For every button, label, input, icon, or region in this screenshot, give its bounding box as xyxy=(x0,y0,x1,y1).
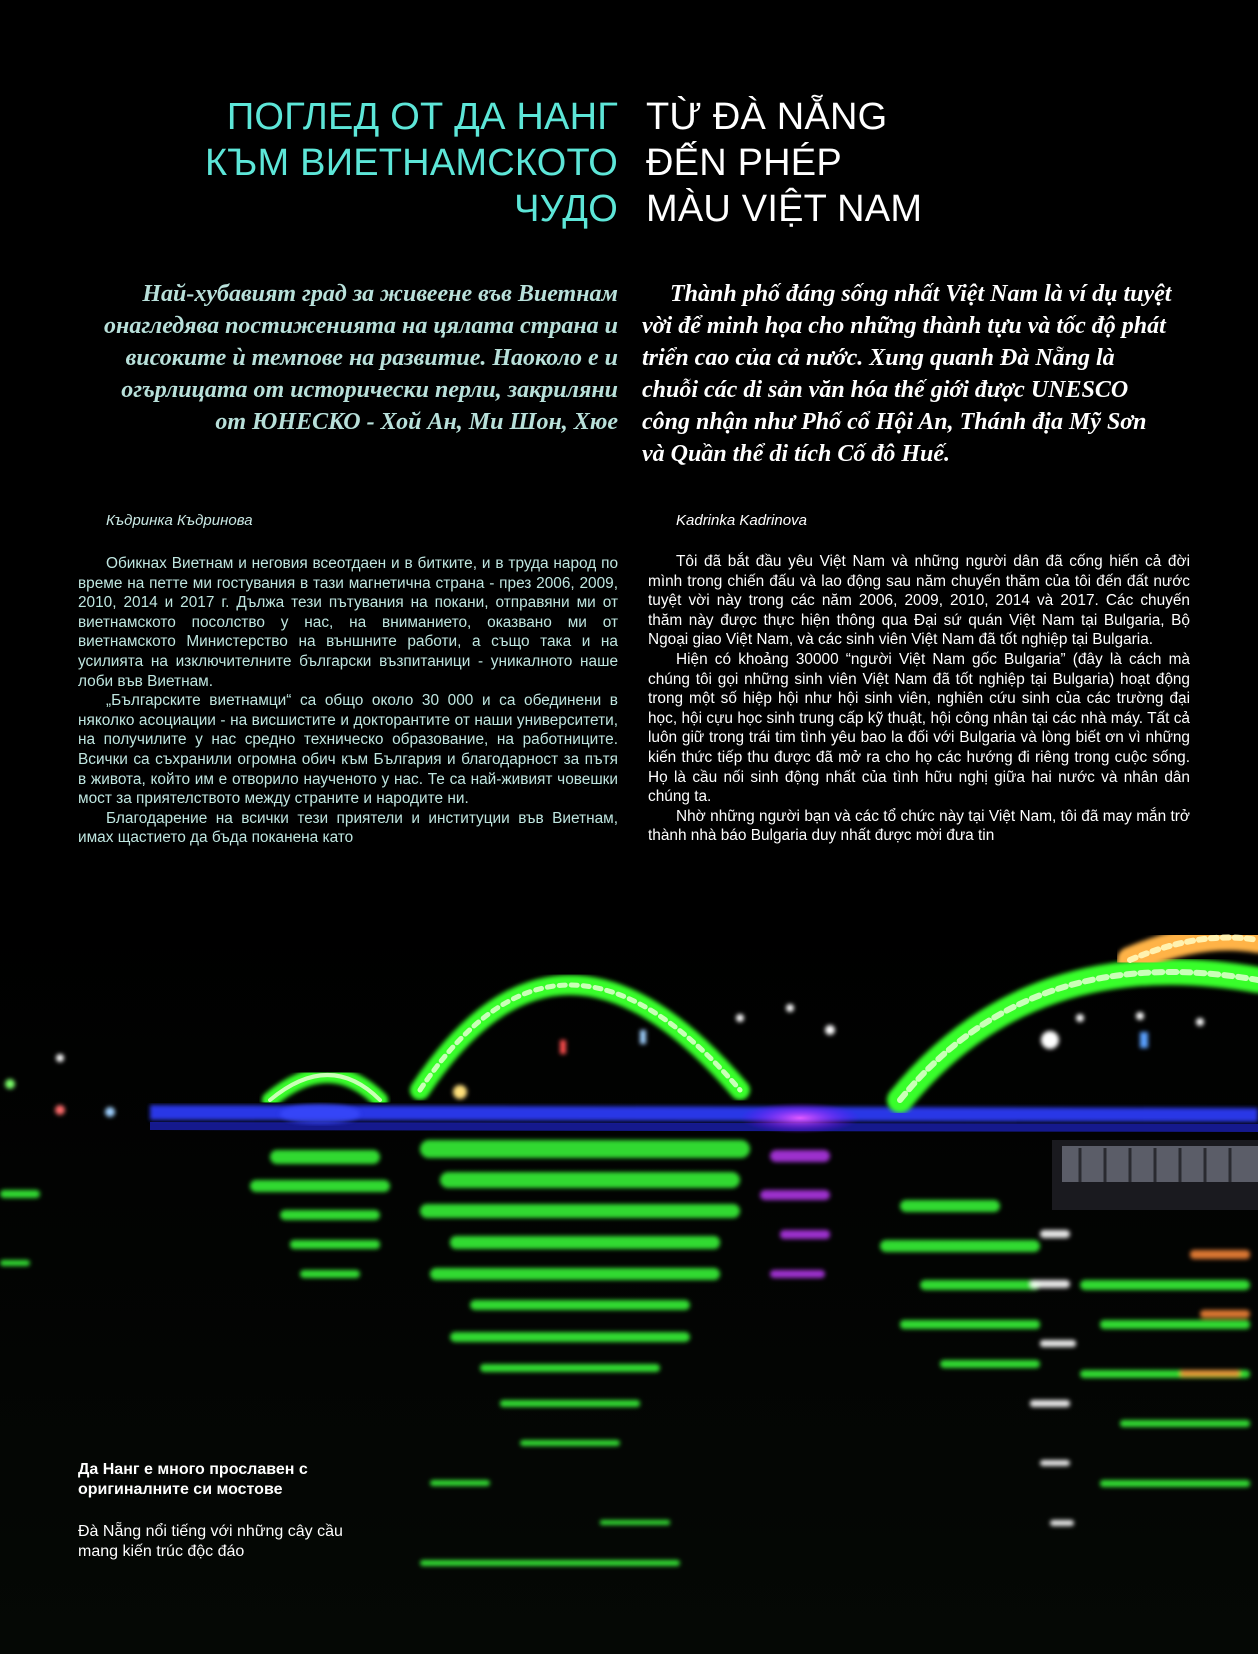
paragraph: Nhờ những người bạn và các tổ chức này tại Việt Nam, tôi đã may mắn trở thành nhà báo Bulgaria duy nhất được mời đưa tin xyxy=(648,807,1190,845)
lede-vietnamese: Thành phố đáng sống nhất Việt Nam là ví dụ tuyệt vời để minh họa cho những thành tựu và tốc độ phát triển cao của cả nước. Xung quanh Đà Nẵng là chuỗi các di sản văn hóa thế giới được UNESCO công nhận như Phố cổ Hội An, Thánh địa Mỹ Sơn và Quần thể di tích Cố đô Huế. xyxy=(642,281,1172,467)
title-vi-line: ĐẾN PHÉP xyxy=(646,142,842,184)
title-bulgarian xyxy=(58,94,618,232)
body-bulgarian xyxy=(78,554,618,848)
byline-vietnamese: Kadrinka Kadrinova xyxy=(676,512,807,529)
byline-bulgarian: Къдринка Къдринова xyxy=(106,512,253,529)
title-bg-line: ПОГЛЕД ОТ ДА НАНГ xyxy=(226,96,618,138)
photo-caption-vietnamese: Đà Nẵng nổi tiếng với những cây cầu mang kiến trúc độc đáo xyxy=(78,1523,343,1560)
title-bg-line: КЪМ ВИЕТНАМСКОТО xyxy=(204,142,618,184)
title-vietnamese xyxy=(646,94,1206,232)
paragraph: „Българските виетнамци“ са общо около 30 000 и са обединени в няколко асоциации - на висшистите и докторантите от наши университети, на получилите у нас средно техническо образование, на работниците. Всички са съхранили огромна обич към България и благодарност за пътя в живота, който им е отворило наученото у нас. Те са най-живият човешки мост за приятелството между страните и народите ни. xyxy=(78,692,618,808)
paragraph: Hiện có khoảng 30000 “người Việt Nam gốc Bulgaria” (đây là cách mà chúng tôi gọi những sinh viên Việt Nam đã tốt nghiệp tại Bulgaria) hoạt động trong một số hiệp hội như hội sinh viên, nghiên cứu sinh của các trường đại học, hội cựu học sinh trung cấp kỹ thuật, hội công nhân tại các nhà máy. Tất cả luôn giữ trong trái tim tình yêu bao la đối với Bulgaria và lòng biết ơn vì những kiến thức tiếp thu được đã mở ra cho họ các hướng đi riêng trong cuộc sống. Họ là cầu nối sinh động nhất của tình hữu nghị giữa hai nước và nhân dân chúng ta. xyxy=(648,650,1190,806)
lede-bulgarian: Най-хубавият град за живеене във Виетнам онагледява постиженията на цялата страна и високите ѝ темпове на развитие. Наоколо е и огърлицата от исторически перли, закриляни от ЮНЕСКО - Хой Ан, Ми Шон, Хюе xyxy=(104,281,618,435)
title-vi-line: MÀU VIỆT NAM xyxy=(646,188,923,230)
paragraph: Tôi đã bắt đầu yêu Việt Nam và những người dân đã cống hiến cả đời mình trong chiến đấu và lao động sau năm chuyến thăm của tôi đến đất nước tuyệt vời này trong các năm 2006, 2009, 2010, 2014 và 2017. Các chuyến thăm này được thực hiện thông qua Đại sứ quán Việt Nam tại Bulgaria, Bộ Ngoại giao Việt Nam, và các sinh viên Việt Nam đã tốt nghiệp tại Bulgaria. xyxy=(648,553,1190,649)
paragraph: Благодарение на всички тези приятели и институции във Виетнам, имах щастието да бъда поканена като xyxy=(78,809,618,847)
title-vi-line: TỪ ĐÀ NẴNG xyxy=(646,96,888,138)
pier xyxy=(1052,1140,1258,1210)
title-bg-line: ЧУДО xyxy=(514,188,618,230)
body-vietnamese xyxy=(648,552,1190,846)
photo-caption-bulgarian: Да Нанг е много прославен с оригиналните си мостове xyxy=(78,1461,308,1498)
paragraph: Обикнах Виетнам и неговия всеотдаен и в битките, и в труда народ по време на петте ми гостувания в тази магнетична страна - през 2006, 2009, 2010, 2014 и 2017 г. Дължа тези пътувания на покани, отправяни ми от виетнамското посолство у нас, на вниманието, оказвано ми от виетнамското Министерство на външните работи, а също така и на усилията на изключителните български възпитаници - уникалното наше лоби във Виетнам. xyxy=(78,555,618,690)
